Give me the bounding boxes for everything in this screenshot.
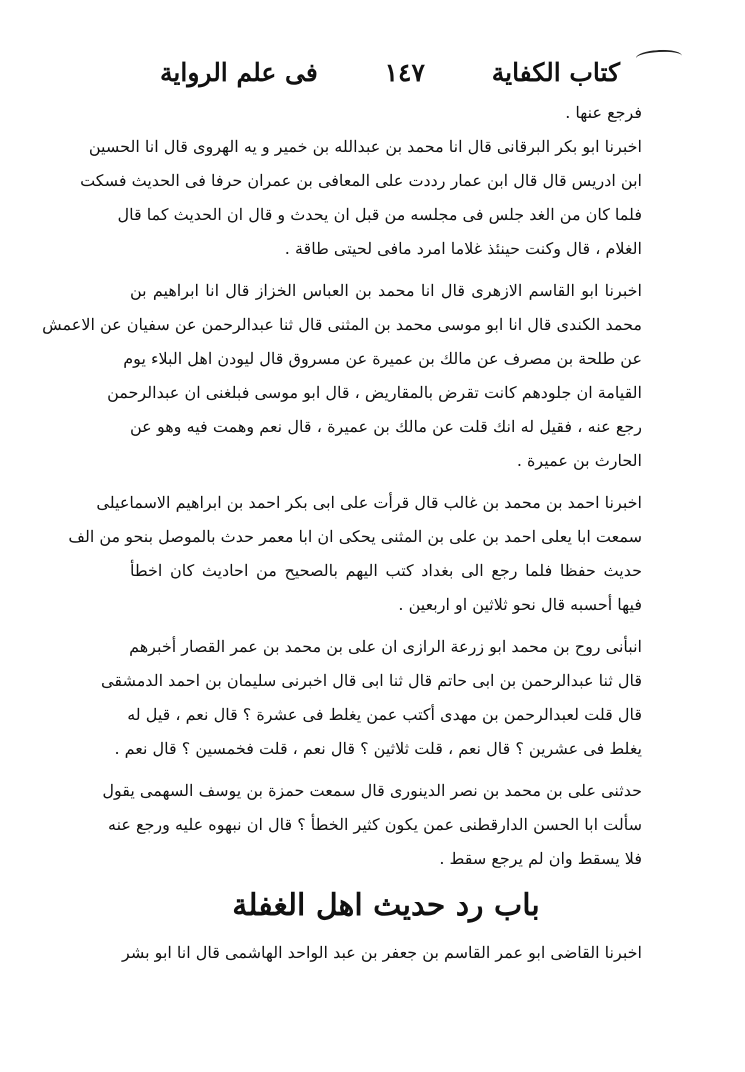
text-line: قال ثنا عبدالرحمن بن ابى حاتم قال ثنا ابى قال اخبرنى سليمان بن احمد الدمشقى (101, 671, 642, 690)
text-line: فلا يسقط وان لم يرجع سقط . (439, 849, 642, 868)
text-line: القيامة ان جلودهم كانت تقرض بالمقاريض ، قال ابو موسى فبلغنى ان عبدالرحمن (107, 383, 642, 402)
paragraph (80, 130, 642, 266)
text-line: فلما كان من الغد جلس فى مجلسه من قبل ان يحدث و قال ان الحديث كما قال (117, 205, 642, 224)
text-line: قال قلت لعبدالرحمن بن مهدى أكتب عمن يغلط فى عشرة ؟ قال نعم ، قيل له (127, 705, 642, 724)
text-line: حدثنى على بن محمد بن نصر الدينورى قال سمعت حمزة بن يوسف السهمى يقول (102, 781, 642, 800)
paragraph (68, 486, 642, 622)
paragraph (130, 96, 642, 130)
page-body (42, 96, 643, 970)
text-line: حديث حفظا فلما رجع الى بغداد كتب اليهم بالصحيح من احاديث كان اخطأ (130, 561, 642, 580)
paragraph (102, 774, 642, 876)
text-line: رجع عنه ، فقيل له انك قلت عن مالك بن عميرة ، قال نعم وهمت فيه وهو عن (130, 417, 643, 436)
corner-ornament (636, 49, 683, 65)
text-line: محمد الكندى قال انا ابو موسى محمد بن المثنى قال ثنا عبدالرحمن عن سفيان عن الاعمش (42, 315, 642, 334)
text-line: ابن ادريس قال قال ابن عمار رددت على المعافى بن عمران حرفا فى الحديث فسكت (80, 171, 642, 190)
text-line: انبأنى روح بن محمد ابو زرعة الرازى ان على بن محمد بن عمر القصار أخبرهم (129, 637, 642, 656)
text-line: الحارث بن عميرة . (516, 451, 642, 470)
page-number: ١٤٧ (384, 57, 425, 87)
text-line: سألت ابا الحسن الدارقطنى عمن يكون كثير الخطأ ؟ قال ان نبهوه عليه ورجع عنه (107, 815, 642, 834)
running-header (160, 50, 620, 94)
paragraph (101, 630, 642, 766)
text-line: اخبرنا احمد بن محمد بن غالب قال قرأت على ابى بكر احمد بن ابراهيم الاسماعيلى (96, 493, 642, 512)
book-title: كتاب الكفاية (491, 57, 620, 87)
section-title: فى علم الرواية (160, 57, 318, 87)
text-line: اخبرنا القاضى ابو عمر القاسم بن جعفر بن عبد الواحد الهاشمى قال انا ابو بشر (122, 943, 642, 962)
paragraph (42, 274, 643, 478)
text-line: فرجع عنها . (565, 103, 642, 122)
text-line: سمعت ابا يعلى احمد بن على بن المثنى يحكى ان ابا معمر حدث بالموصل بنحو من الف (68, 527, 642, 546)
text-line: اخبرنا ابو بكر البرقانى قال انا محمد بن عبدالله بن خمير و يه الهروى قال انا الحسين (88, 137, 642, 156)
text-line: يغلط فى عشرين ؟ قال نعم ، قلت ثلاثين ؟ قال نعم ، قلت فخمسين ؟ قال نعم . (114, 739, 642, 758)
chapter-title: باب رد حديث اهل الغفلة (232, 888, 540, 923)
text-line: اخبرنا ابو القاسم الازهرى قال انا محمد بن العباس الخزاز قال انا ابراهيم بن (130, 281, 642, 300)
text-line: فيها أحسبه قال نحو ثلاثين او اربعين . (398, 595, 642, 614)
text-line: عن طلحة بن مصرف عن مالك بن عميرة عن مسروق قال ليودن اهل البلاء يوم (123, 349, 642, 368)
text-line: الغلام ، قال وكنت حينئذ غلاما امرد مافى لحيتى طاقة . (284, 239, 642, 258)
